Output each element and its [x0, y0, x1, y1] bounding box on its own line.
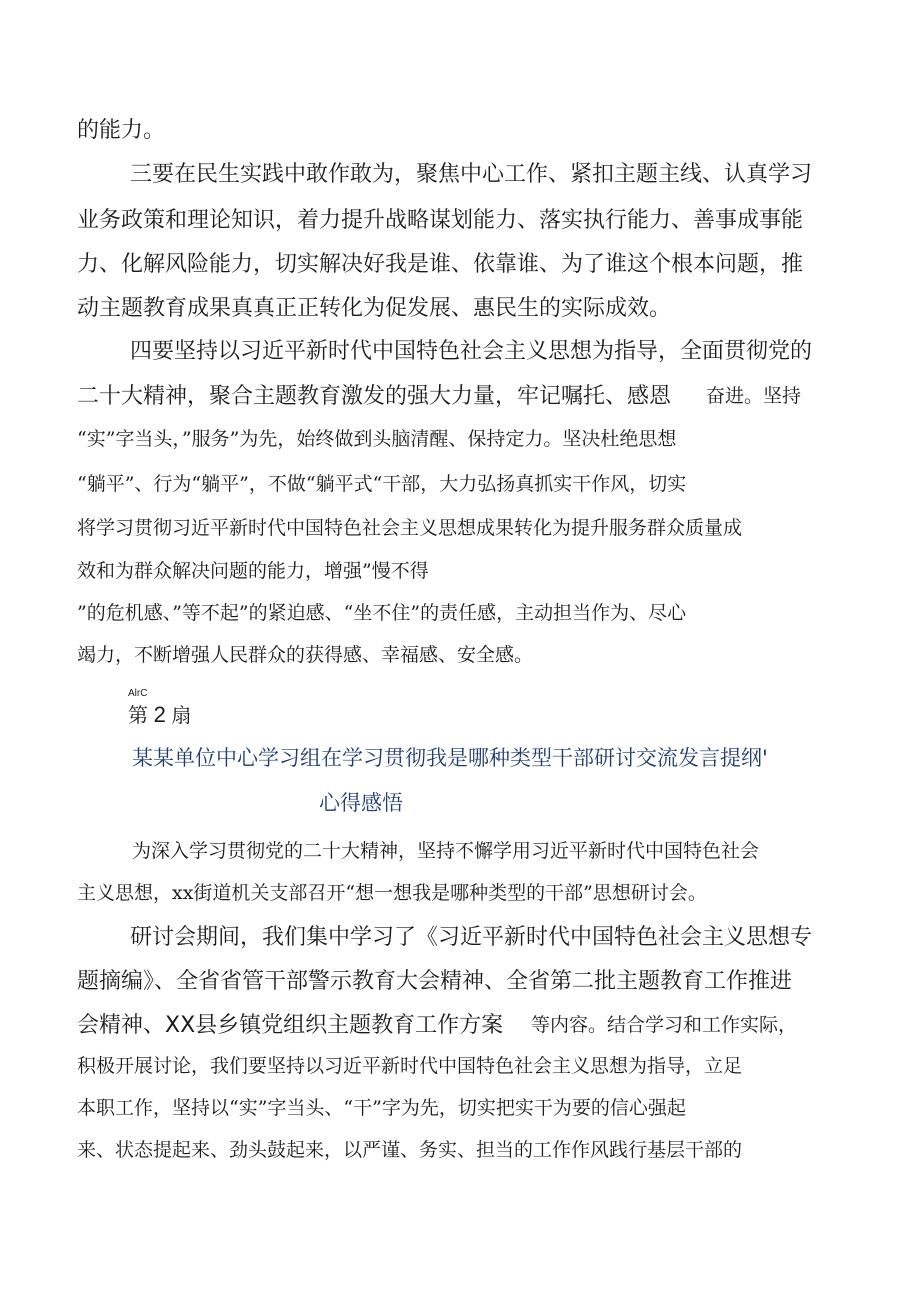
text-line: 会精神、XX县乡镇党组织主题教育工作方案 [77, 1013, 504, 1038]
section-mark: AlrC [128, 688, 148, 699]
section-label-pre: 第 [128, 705, 148, 727]
text-line: 的能力。 [77, 118, 166, 143]
text-line: “实”字当头，”服务”为先，始终做到头脑清醒、保持定力。坚决杜绝思想 [77, 428, 677, 450]
section-title-line-2: 心得感悟 [319, 791, 403, 815]
text-line: 积极开展讨论，我们要坚持以习近平新时代中国特色社会主义思想为指导，立足 [77, 1055, 743, 1077]
text-line: 研讨会期间，我们集中学习了《习近平新时代中国特色社会主义思想专 [130, 925, 813, 950]
section-label-number: 2 [153, 702, 166, 727]
text-line: 效和为群众解决问题的能力，增强”慢不得 [77, 560, 429, 582]
text-line: 题摘编》、全省省管干部警示教育大会精神、全省第二批主题教育工作推进 [77, 969, 793, 994]
text-line: 本职工作，坚持以“实”字当头、“干”字为先，切实把实干为要的信心强起 [77, 1097, 686, 1119]
text-line: 业务政策和理论知识，着力提升战略谋划能力、落实执行能力、善事成事能 [77, 208, 804, 233]
text-line: “躺平”、行为“躺平”，不做“躺平式“干部，大力弘扬真抓实干作风，切实 [77, 473, 687, 495]
section-label-post: 扇 [171, 705, 192, 727]
text-line-fragment: 等内容。结合学习和工作实际， [531, 1014, 798, 1036]
section-title-line-1: 某某单位中心学习组在学习贯彻我是哪种类型干部研讨交流发言提纲' [132, 746, 768, 770]
text-line: 二十大精神，聚合主题教育激发的强大力量，牢记嘱托、感恩 [77, 384, 672, 409]
text-line: 四要坚持以习近平新时代中国特色社会主义思想为指导，全面贯彻党的 [130, 339, 813, 364]
section-label [128, 704, 191, 726]
text-line: 三要在民生实践中敢作敢为，聚焦中心工作、紧扣主题主线、认真学习 [130, 162, 813, 187]
text-line: 动主题教育成果真真正正转化为促发展、惠民生的实际成效。 [77, 296, 672, 321]
text-line: 主义思想，xx街道机关支部召开“想一想我是哪种类型的干部”思想研讨会。 [77, 882, 707, 904]
text-line: 为深入学习贯彻党的二十大精神，坚持不懈学用习近平新时代中国特色社会 [132, 840, 760, 862]
text-line: ”的危机感、”等不起”的紧迫感、“坐不住”的责任感，主动担当作为、尽心 [77, 602, 687, 624]
text-line: 将学习贯彻习近平新时代中国特色社会主义思想成果转化为提升服务群众质量成 [77, 517, 743, 539]
text-line: 来、状态提起来、劲头鼓起来，以严谨、务实、担当的工作作风践行基层干部的 [77, 1139, 743, 1161]
text-line: 力、化解风险能力，切实解决好我是谁、依靠谁、为了谁这个根本问题，推 [77, 252, 804, 277]
text-line-fragment: 奋进。坚持 [706, 385, 802, 407]
text-line: 竭力，不断增强人民群众的获得感、幸福感、安全感。 [77, 644, 534, 666]
